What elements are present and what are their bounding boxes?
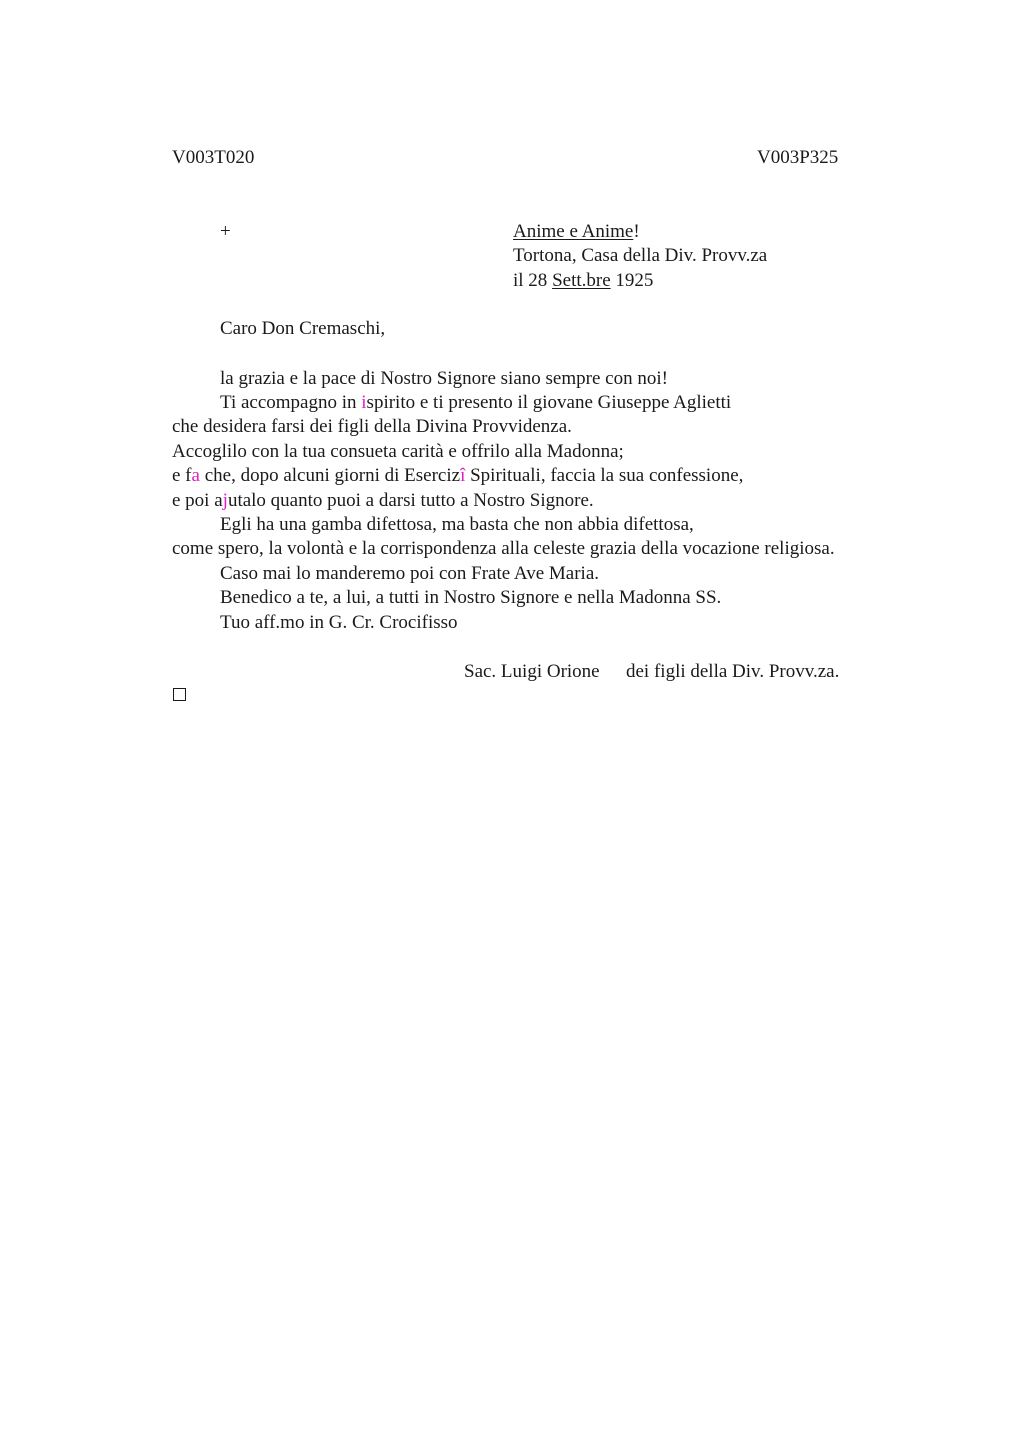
body-line-2-part-c: spirito e ti presento il giovane Giuseppe Aglietti [366,392,732,413]
body-line-8: come spero, la volontà e la corrispondenza alla celeste grazia della vocazione religiosa. [172,538,835,559]
body-line-2-part-a: Ti accompagno in [220,392,362,413]
cross-mark: + [220,221,231,242]
date-month: Sett.bre [552,270,611,291]
body-line-5-part-a: e f [172,465,192,486]
salutation: Caro Don Cremaschi, [220,318,386,339]
body-line-4: Accoglilo con la tua consueta carità e offrilo alla Madonna; [172,441,624,462]
body-line-11: Tuo aff.mo in G. Cr. Crocifisso [220,612,458,633]
body-line-3: che desidera farsi dei figli della Divina Provvidenza. [172,416,572,437]
body-line-5-highlight-1: a [191,465,200,486]
signature-role: dei figli della Div. Provv.za. [626,661,840,682]
body-line-7: Egli ha una gamba difettosa, ma basta che non abbia difettosa, [220,514,694,535]
place-line: Tortona, Casa della Div. Provv.za [513,245,768,266]
body-line-5 [172,464,743,488]
body-line-2 [220,391,731,415]
empty-checkbox-icon [173,688,186,701]
motto-tail: ! [633,221,640,242]
body-line-5-part-c: che, dopo alcuni giorni di Eserciz [199,465,461,486]
body-line-5-part-e: Spirituali, faccia la sua confessione, [465,465,744,486]
body-line-1: la grazia e la pace di Nostro Signore siano sempre con noi! [220,368,668,389]
body-line-6-part-c: utalo quanto puoi a darsi tutto a Nostro Signore. [227,490,594,511]
document-code-left: V003T020 [172,147,255,168]
body-line-6-highlight: j [222,490,228,511]
date-line [513,269,653,293]
body-line-5-highlight-2: î [460,465,466,486]
motto-underlined: Anime e Anime [513,221,634,242]
signature-name: Sac. Luigi Orione [464,661,600,682]
body-line-9: Caso mai lo manderemo poi con Frate Ave Maria. [220,563,600,584]
body-line-2-highlight: i [361,392,367,413]
body-line-6 [172,489,594,513]
date-suffix: 1925 [610,270,654,291]
motto [513,220,640,244]
document-code-right: V003P325 [757,147,839,168]
body-line-6-part-a: e poi a [172,490,223,511]
body-line-10: Benedico a te, a lui, a tutti in Nostro Signore e nella Madonna SS. [220,587,722,608]
date-prefix: il 28 [513,270,553,291]
